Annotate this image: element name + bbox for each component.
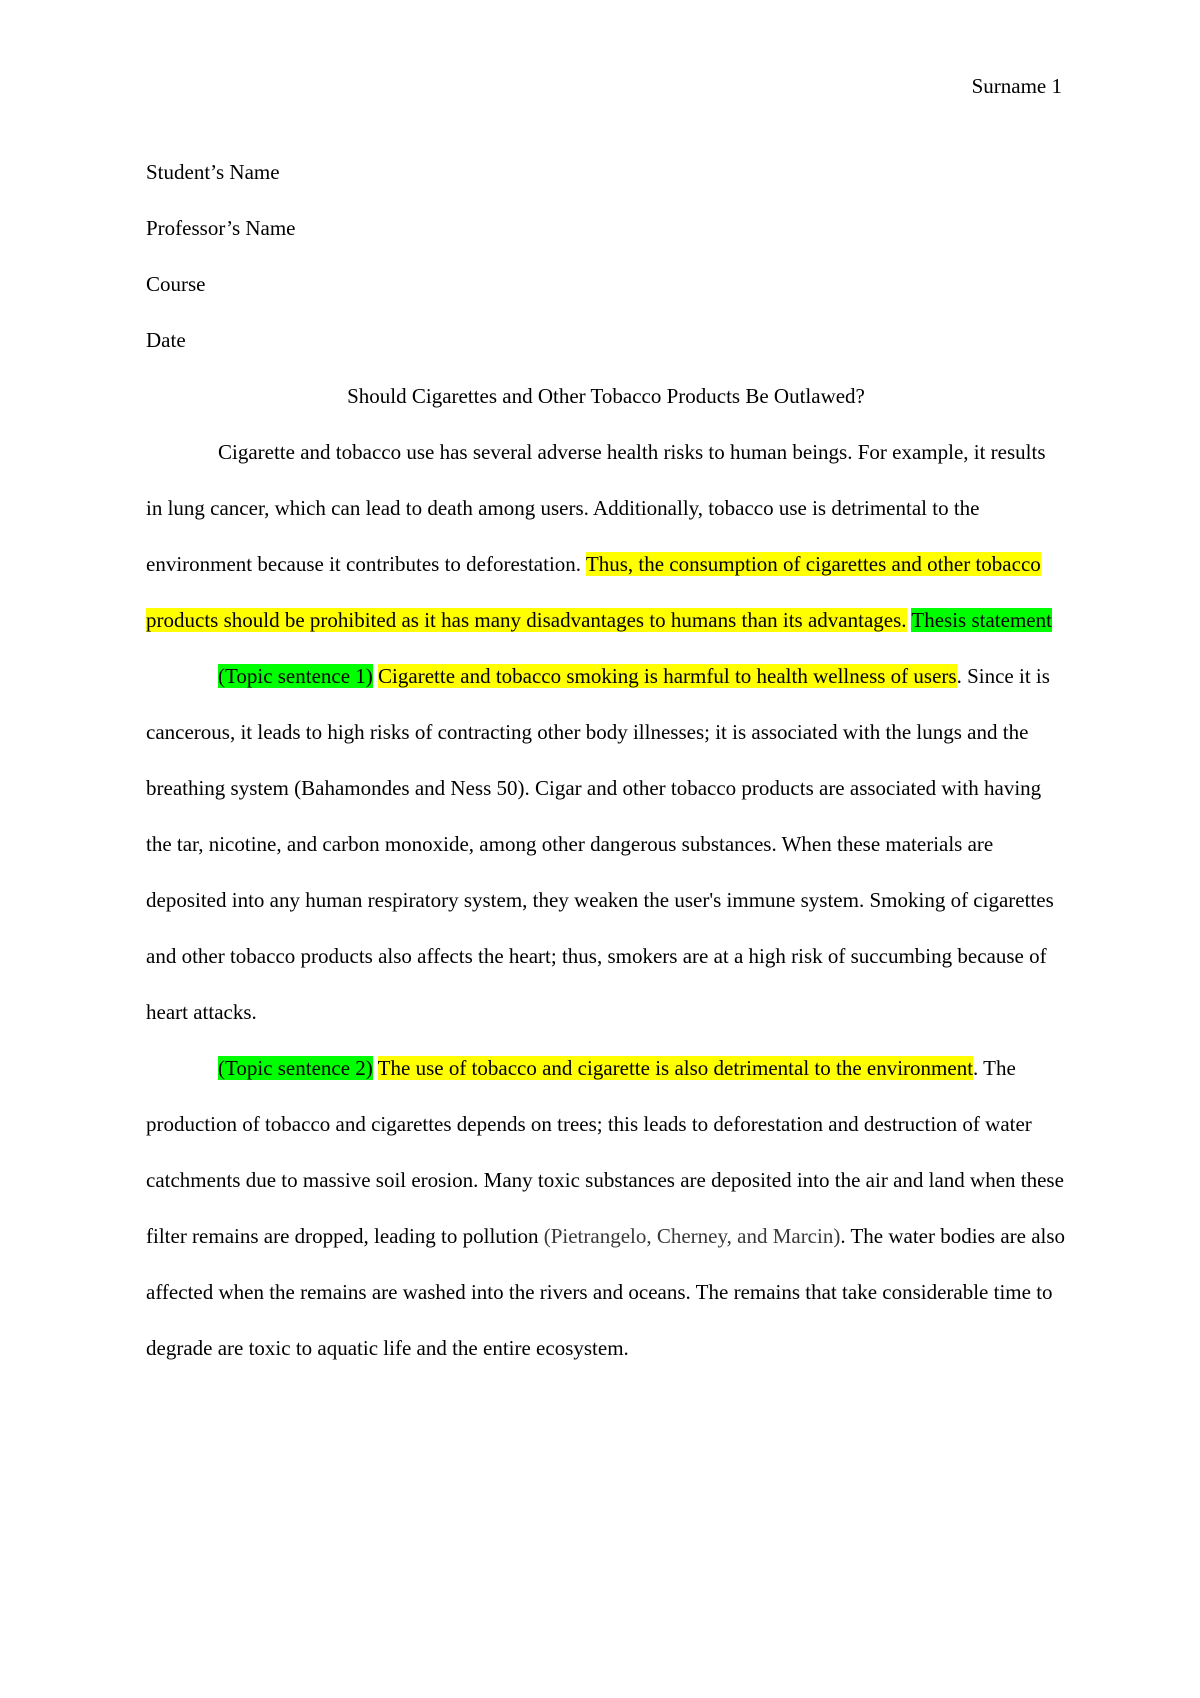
body-2-text-part-1: . The production of tobacco and cigarettes depends on trees; this leads to deforestation and destruction of water catchments due to massive soil erosion. Many toxic substances are deposited into the air and land when these filter remains are dropped, leading to pollution — [146, 1056, 1064, 1248]
topic-sentence-2-label: (Topic sentence 2) — [218, 1056, 373, 1080]
topic-sentence-1-highlight: Cigarette and tobacco smoking is harmful to health wellness of users — [378, 664, 957, 688]
paragraph-intro — [146, 424, 1066, 648]
essay-title: Should Cigarettes and Other Tobacco Products Be Outlawed? — [347, 384, 865, 408]
thesis-highlight: Thus, the consumption of cigarettes and other tobacco products should be prohibited as it has many disadvantages to humans than its advantages. — [146, 552, 1041, 632]
intro-text: Cigarette and tobacco use has several adverse health risks to human beings. For example, it results in lung cancer, which can lead to death among users. Additionally, tobacco use is detrimental to the environment because it contributes to deforestation. — [146, 440, 1046, 576]
document-body — [146, 144, 1066, 1376]
student-name: Student’s Name — [146, 160, 280, 184]
citation: (Pietrangelo, Cherney, and Marcin) — [543, 1224, 841, 1248]
body-1-text: . Since it is cancerous, it leads to high risks of contracting other body illnesses; it is associated with the lungs and the breathing system (Bahamondes and Ness 50). Cigar and other tobacco products are associated with having the tar, nicotine, and carbon monoxide, among other dangerous substances. When these materials are deposited into any human respiratory system, they weaken the user's immune system. Smoking of cigarettes and other tobacco products also affects the heart; thus, smokers are at a high risk of succumbing because of heart attacks. — [146, 664, 1054, 1024]
topic-sentence-2-highlight: The use of tobacco and cigarette is also detrimental to the environment — [377, 1056, 974, 1080]
paragraph-body-2 — [146, 1040, 1066, 1376]
date-line: Date — [146, 328, 186, 352]
paragraph-body-1 — [146, 648, 1066, 1040]
course-name: Course — [146, 272, 206, 296]
professor-name: Professor’s Name — [146, 216, 296, 240]
topic-sentence-1-label: (Topic sentence 1) — [218, 664, 373, 688]
thesis-label: Thesis statement — [911, 608, 1052, 632]
page-header-surname: Surname 1 — [971, 74, 1062, 98]
body-2-text-part-2: . The water bodies are also affected when the remains are washed into the rivers and oceans. The remains that take considerable time to degrade are toxic to aquatic life and the entire ecosystem. — [146, 1224, 1066, 1360]
